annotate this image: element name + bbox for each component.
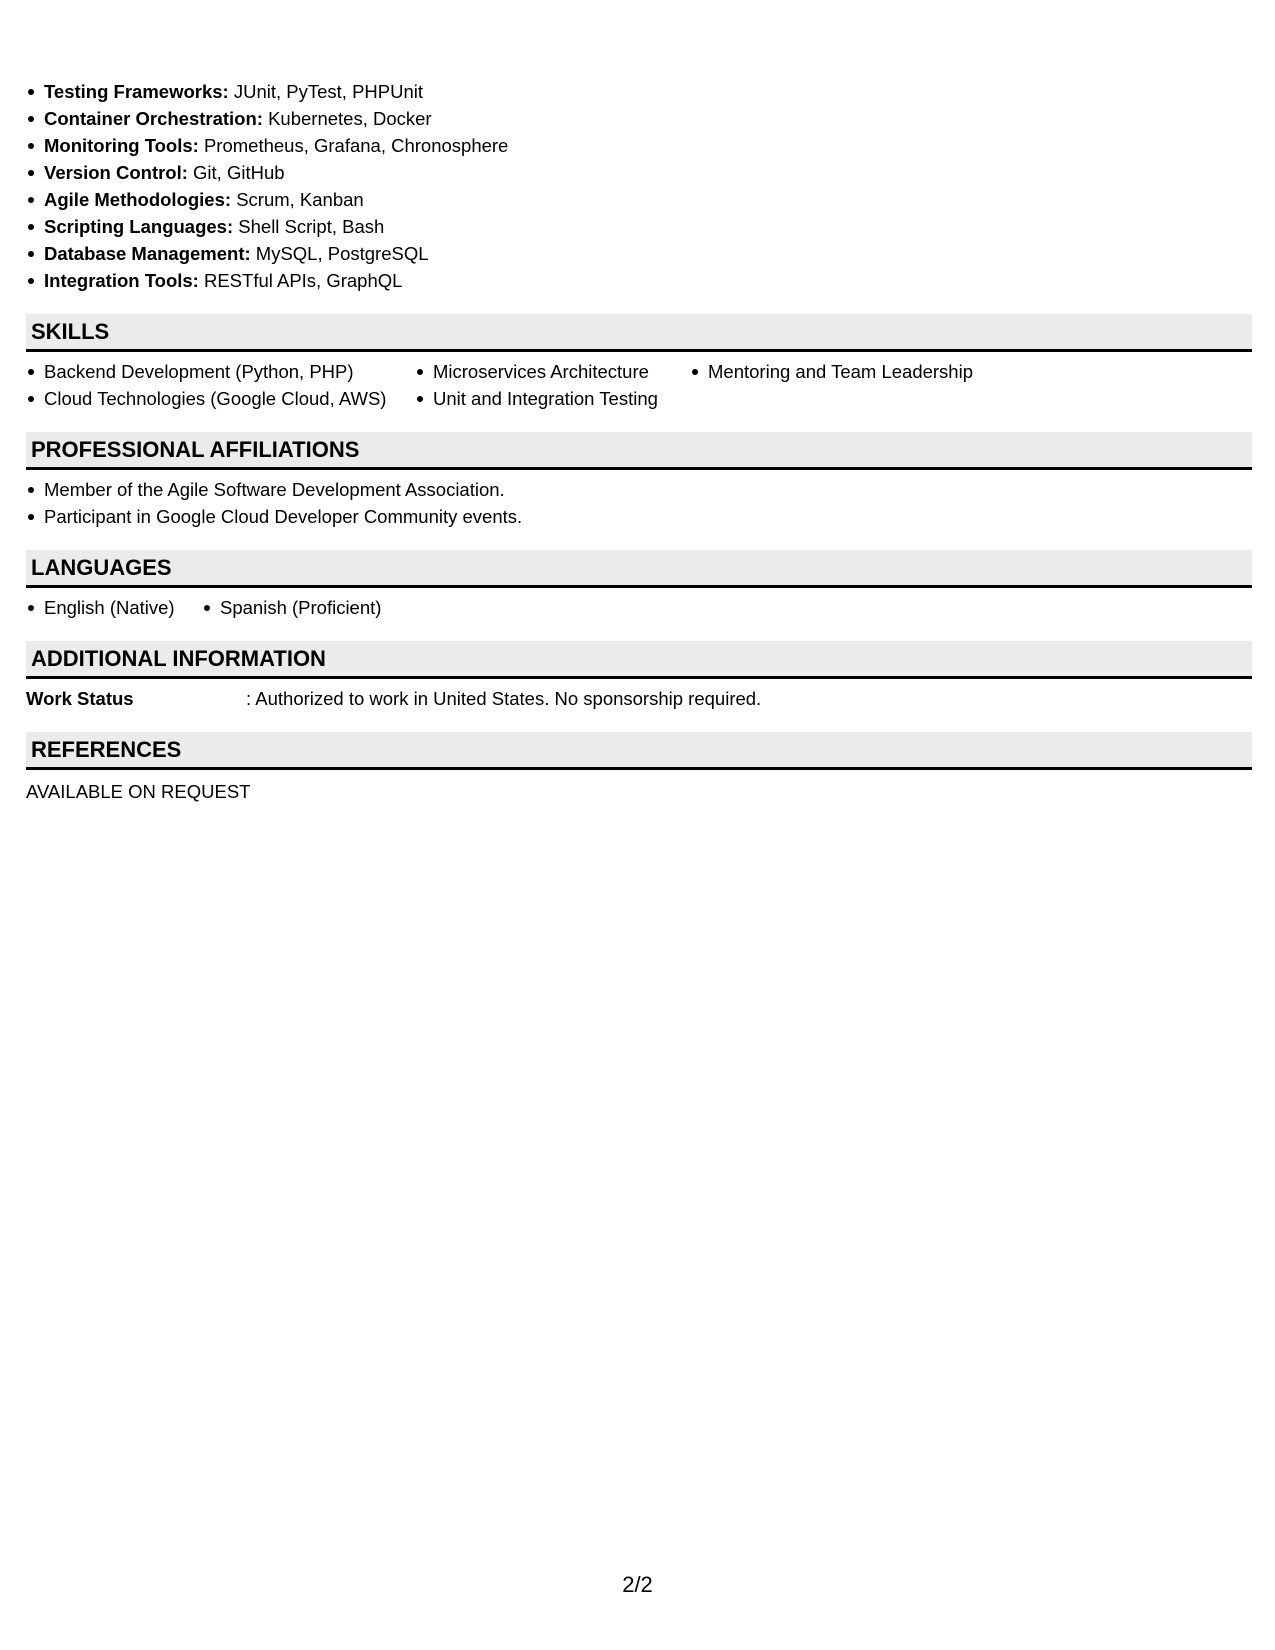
references-section-header bbox=[26, 732, 1252, 770]
skills-column bbox=[415, 358, 690, 412]
list-item: Participant in Google Cloud Developer Community events. bbox=[26, 503, 1252, 530]
skill-category-value: JUnit, PyTest, PHPUnit bbox=[233, 81, 424, 102]
skill-category-label: Agile Methodologies: bbox=[44, 189, 232, 210]
affiliations-list bbox=[26, 476, 1252, 530]
skill-category-label: Testing Frameworks: bbox=[44, 81, 229, 102]
work-status-label: Work Status bbox=[26, 688, 134, 709]
section-title: ADDITIONAL INFORMATION bbox=[31, 646, 326, 671]
list-item: Unit and Integration Testing bbox=[415, 385, 690, 412]
skills-section-header bbox=[26, 314, 1252, 352]
skill-category-value: MySQL, PostgreSQL bbox=[255, 243, 429, 264]
skill-category-value: Prometheus, Grafana, Chronosphere bbox=[203, 135, 509, 156]
list-item bbox=[26, 213, 1252, 240]
languages-column bbox=[202, 594, 422, 621]
skill-category-label: Monitoring Tools: bbox=[44, 135, 199, 156]
skill-category-value: Git, GitHub bbox=[193, 162, 285, 183]
skill-category-label: Integration Tools: bbox=[44, 270, 199, 291]
section-title: LANGUAGES bbox=[31, 555, 172, 580]
list-item bbox=[26, 267, 1252, 294]
languages-list bbox=[26, 594, 1252, 621]
additional-info-section-header bbox=[26, 641, 1252, 679]
resume-page bbox=[26, 78, 1252, 805]
list-item: Cloud Technologies (Google Cloud, AWS) bbox=[26, 385, 415, 412]
skill-category-value: RESTful APIs, GraphQL bbox=[203, 270, 403, 291]
list-item bbox=[26, 132, 1252, 159]
list-item bbox=[26, 186, 1252, 213]
section-title: REFERENCES bbox=[31, 737, 182, 762]
skill-category-label: Database Management: bbox=[44, 243, 251, 264]
skills-column bbox=[690, 358, 1010, 412]
languages-section-header bbox=[26, 550, 1252, 588]
section-title: PROFESSIONAL AFFILIATIONS bbox=[31, 437, 360, 462]
work-status-value: : Authorized to work in United States. No sponsorship required. bbox=[246, 688, 762, 709]
list-item: English (Native) bbox=[26, 594, 202, 621]
skill-category-value: Scrum, Kanban bbox=[236, 189, 364, 210]
list-item bbox=[26, 240, 1252, 267]
skill-category-value: Kubernetes, Docker bbox=[268, 108, 432, 129]
languages-column bbox=[26, 594, 202, 621]
skill-category-label: Container Orchestration: bbox=[44, 108, 263, 129]
skills-list bbox=[26, 358, 1252, 412]
list-item: Backend Development (Python, PHP) bbox=[26, 358, 415, 385]
skills-column bbox=[26, 358, 415, 412]
affiliations-section-header bbox=[26, 432, 1252, 470]
list-item: Mentoring and Team Leadership bbox=[690, 358, 1010, 385]
section-title: SKILLS bbox=[31, 319, 110, 344]
list-item bbox=[26, 159, 1252, 186]
page-number: 2/2 bbox=[622, 1572, 653, 1597]
list-item bbox=[26, 78, 1252, 105]
references-text: AVAILABLE ON REQUEST bbox=[26, 781, 251, 802]
list-item: Microservices Architecture bbox=[415, 358, 690, 385]
skill-category-label: Version Control: bbox=[44, 162, 188, 183]
list-item: Member of the Agile Software Development Association. bbox=[26, 476, 1252, 503]
technical-skills-list bbox=[26, 78, 1252, 294]
list-item bbox=[26, 105, 1252, 132]
skill-category-value: Shell Script, Bash bbox=[238, 216, 385, 237]
work-status-row bbox=[26, 685, 1252, 712]
skill-category-label: Scripting Languages: bbox=[44, 216, 234, 237]
list-item: Spanish (Proficient) bbox=[202, 594, 422, 621]
